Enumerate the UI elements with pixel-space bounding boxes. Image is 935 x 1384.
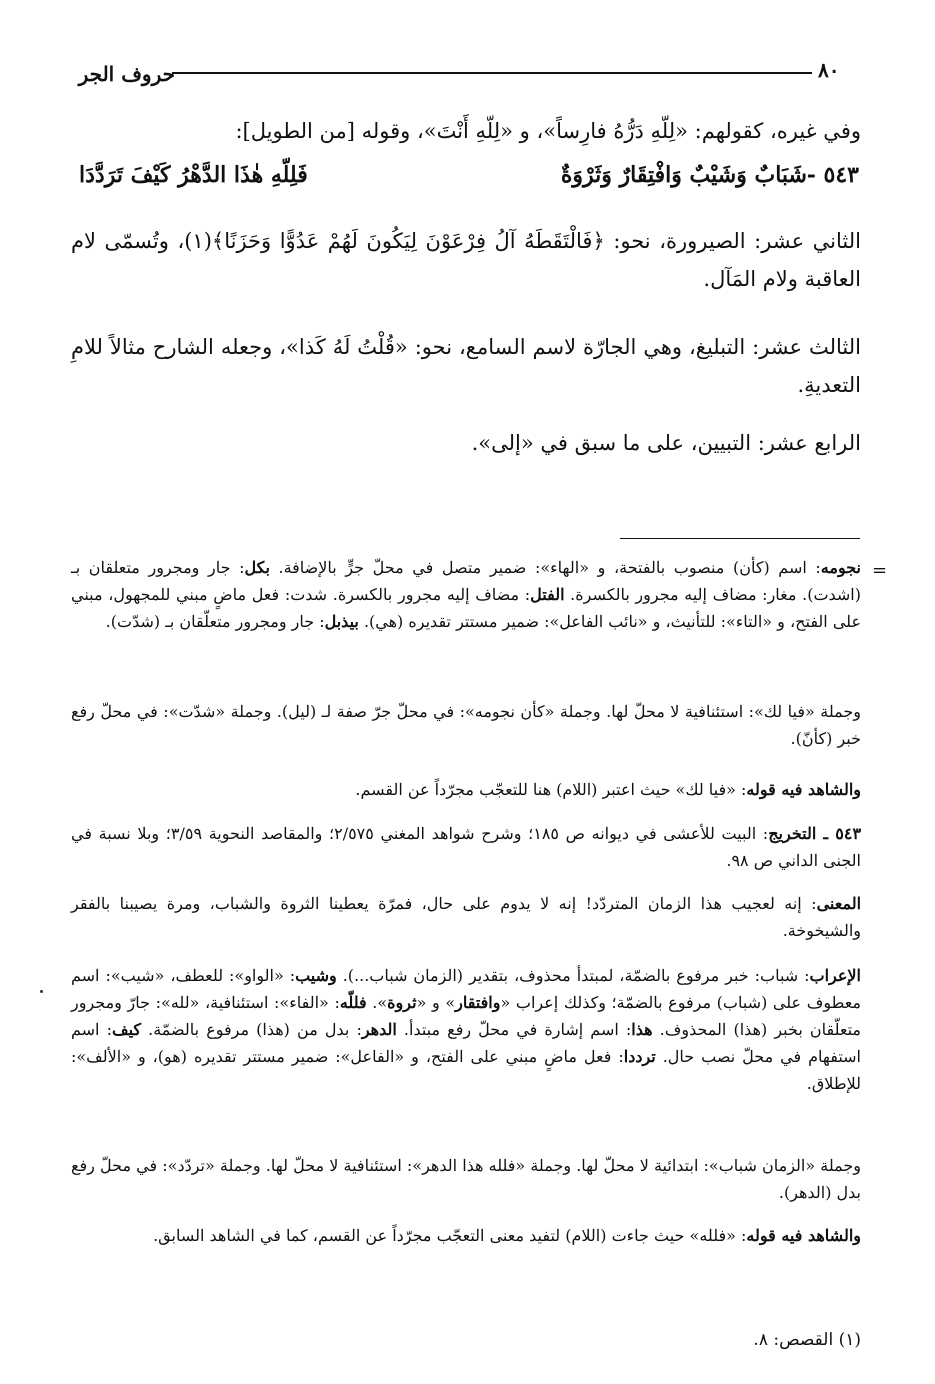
footnote-text: : فعل ماضٍ مبني على الفتح، و «الفاعل»: ضمير مستتر تقديره (هو)، و «الألف»: للإطلاق. xyxy=(71,1047,861,1093)
term: كيف xyxy=(112,1020,142,1039)
footnote-text: : بدل من (هذا) مرفوع بالضمّة. xyxy=(141,1020,362,1039)
paragraph-thirteenth: الثالث عشر: التبليغ، وهي الجارّة لاسم السامع، نحو: «قُلْتُ لَهُ كَذا»، وجعله الشارح مثالاً للامِ التعديةِ. xyxy=(71,335,861,397)
term: بيذبل xyxy=(324,612,359,631)
term: ٥٤٣ ـ التخريج xyxy=(768,824,862,843)
term: الفتل xyxy=(530,585,565,604)
term: المعنى xyxy=(816,894,862,913)
footnote-text: : «فلله» حيث جاءت (اللام) لتفيد معنى التعجّب مجرّداً عن القسم، كما في الشاهد السابق. xyxy=(153,1226,747,1245)
footnote-text: : «الفاء»: استئنافية، «لله»: جارّ ومجرور متعلّقان بخبر (هذا) المحذوف. xyxy=(71,993,862,1039)
term: وافتقار xyxy=(455,993,501,1012)
footnote-separator xyxy=(620,538,860,539)
footnote-text: : «فيا لك» حيث اعتبر (اللام) هنا للتعجّب مجرّداً عن القسم. xyxy=(355,780,747,799)
footnote-meaning xyxy=(71,890,861,944)
term: الدهر xyxy=(361,1020,397,1039)
footnote-shahid-prev xyxy=(71,776,861,803)
term: وشيب xyxy=(295,966,337,985)
verse-hemistich-2: فَلِلّهِ هٰذَا الدَّهْرُ كَيْفَ تَرَدَّدَا xyxy=(79,162,308,188)
footnote-text: : مضاف إليه مجرور بالكسرة. شدت: فعل ماضٍ مبني للمجهول، مبني على الفتح، و «التاء»: للتأنيث، و «نائب الفاعل»: ضمير مستتر تقديره (هي). xyxy=(71,585,861,631)
footnote-text: ». xyxy=(366,993,388,1012)
term: نجومه xyxy=(820,558,861,577)
footnote-text: » و « xyxy=(416,993,456,1012)
chapter-title: حروف الجر xyxy=(78,62,175,86)
footnote-sentences-prev: وجملة «فيا لك»: استئنافية لا محلّ لها. وجملة «كأن نجومه»: في محلّ جرّ صفة لـ (ليل). وجملة «شدّت»: في محلّ رفع خبر (كأنّ). xyxy=(71,702,861,748)
stray-dot xyxy=(40,990,43,993)
term: ترددا xyxy=(623,1047,656,1066)
verse-number: ٥٤٣ - xyxy=(806,162,859,188)
footnote-text: : إنه لعجيب هذا الزمان المتردّد! إنه لا يدوم على حال، فمرّة يعطينا الثروة والشباب، ومرة يصيبنا بالفقر والشيخوخة. xyxy=(71,894,861,940)
footnote-text: : البيت للأعشى في ديوانه ص ١٨٥؛ وشرح شواهد المغني ٢/٥٧٥؛ والمقاصد النحوية ٣/٥٩؛ وبلا نسبة في الجنى الداني ص ٩٨. xyxy=(71,824,861,870)
header-rule xyxy=(172,72,812,74)
verse-hemistich-1: شَبَابٌ وَشَيْبٌ وَافْتِقَارٌ وَثَرْوَةٌ xyxy=(560,162,807,188)
term: بكل xyxy=(244,558,270,577)
footnote-text: : شباب: خبر مرفوع بالضمّة، لمبتدأ محذوف، بتقدير (الزمان شباب...). xyxy=(336,966,810,985)
footnote-text: : جار ومجرور متعلّقان بـ (شدّت). xyxy=(105,612,325,631)
verse-543 xyxy=(79,162,859,202)
term: هذا xyxy=(631,1020,653,1039)
footnote-sentences: وجملة «الزمان شباب»: ابتدائية لا محلّ لها. وجملة «فلله هذا الدهر»: استئنافية لا محلّ لها. وجملة «تردّد»: في محلّ رفع بدل (الدهر). xyxy=(71,1156,861,1202)
paragraph-intro: وفي غيره، كقولهم: «لِلّهِ دَرُّهُ فارِساً»، و «لِلّهِ أَنْتَ»، وقوله [من الطويل]: xyxy=(235,119,861,143)
term: والشاهد فيه قوله xyxy=(746,1226,861,1245)
page-number: ٨٠ xyxy=(818,58,840,82)
footnote-text: : جار ومجرور متعلقان بـ (اشدت). مغار: مضاف إليه مجرور بالكسرة. xyxy=(71,558,861,604)
footnote-text: : «الواو»: للعطف، «شيب»: اسم معطوف على (شباب) مرفوع بالضمّة؛ وكذلك إعراب « xyxy=(71,966,861,1012)
term: الإعراب xyxy=(809,966,861,985)
footnote-shahid xyxy=(71,1222,861,1249)
footnote-text: : اسم (كأن) منصوب بالفتحة، و «الهاء»: ضمير متصل في محلّ جرٍّ بالإضافة. xyxy=(269,558,821,577)
footnote-reference-1: (١) القصص: ٨. xyxy=(753,1330,861,1350)
paragraph-twelfth: الثاني عشر: الصيرورة، نحو: ﴿فَالْتَقَطَهُ آلُ فِرْعَوْنَ لِيَكُونَ لَهُمْ عَدُوًّا وَحَزَنًا﴾(١)، وتُسمّى لام العاقبة ولام المَآل. xyxy=(71,229,861,291)
footnote-irab xyxy=(71,962,861,1097)
footnote-grammar-prev xyxy=(71,554,861,635)
footnote-takhrij xyxy=(71,820,861,874)
continuation-mark: = xyxy=(872,560,888,581)
paragraph-fourteenth: الرابع عشر: التبيين، على ما سبق في «إلى». xyxy=(471,431,861,455)
footnote-text: : اسم إشارة في محلّ رفع مبتدأ. xyxy=(396,1020,632,1039)
footnote-text: : اسم استفهام في محلّ نصب حال. xyxy=(71,1020,861,1066)
term: والشاهد فيه قوله xyxy=(746,780,861,799)
term: فللّه xyxy=(339,993,367,1012)
term: ثروة xyxy=(387,993,417,1012)
